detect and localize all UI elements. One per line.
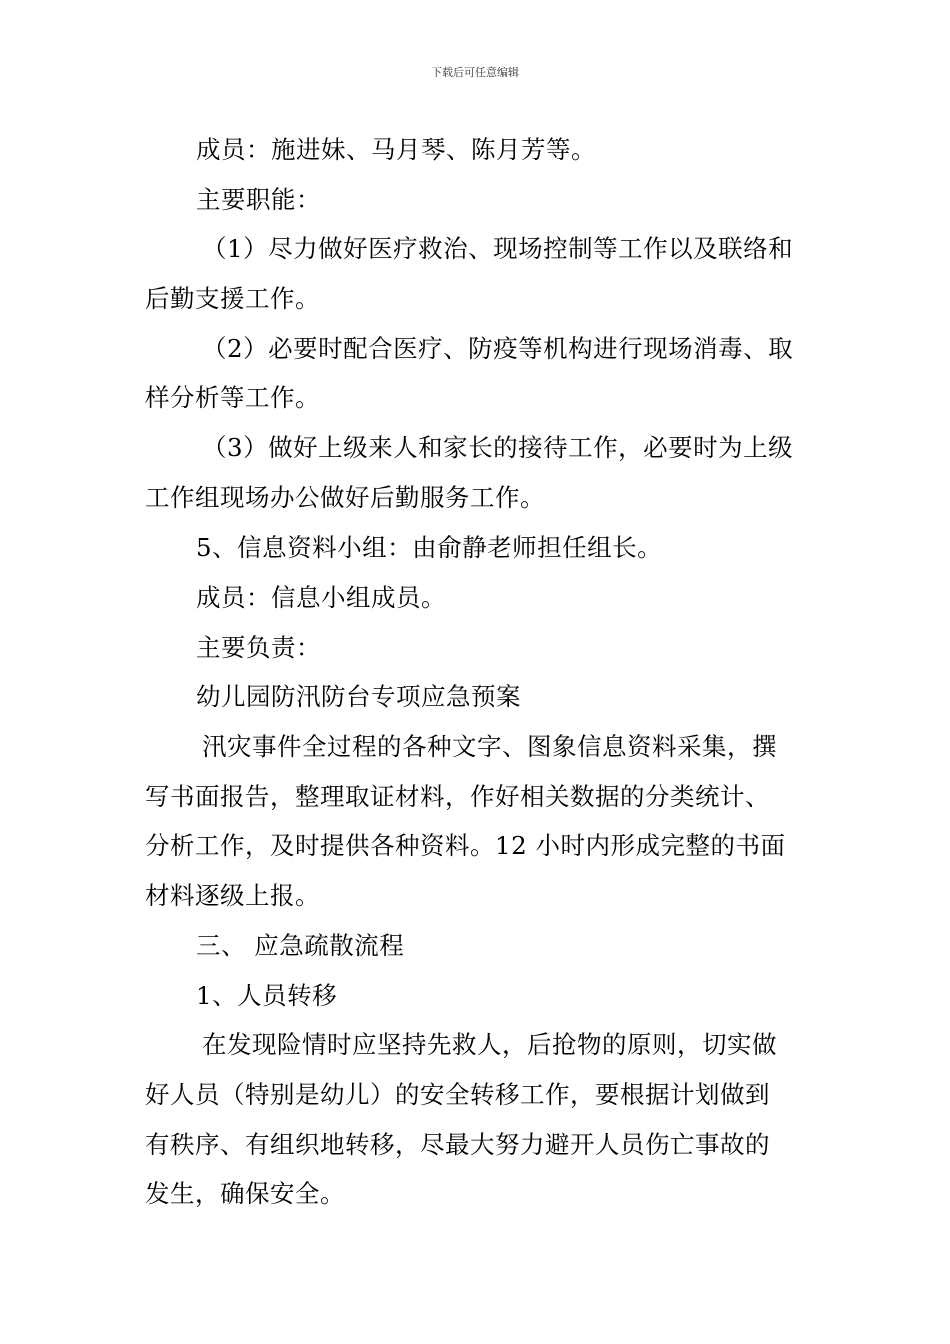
members-line: 成员：施进妹、马月琴、陈月芳等。 [196, 135, 596, 164]
function-item-2-line-1: （2）必要时配合医疗、防疫等机构进行现场消毒、取 [202, 334, 794, 363]
subsection-heading-transfer: 1、人员转移 [196, 981, 338, 1010]
function-item-1-line-2: 后勤支援工作。 [145, 284, 320, 313]
function-item-3-line-2: 工作组现场办公做好后勤服务工作。 [145, 483, 545, 512]
transfer-paragraph-line-1: 在发现险情时应坚持先救人，后抢物的原则，切实做 [202, 1030, 777, 1059]
function-item-3-line-1: （3）做好上级来人和家长的接待工作，必要时为上级 [202, 433, 794, 462]
transfer-paragraph-line-2: 好人员（特别是幼儿）的安全转移工作，要根据计划做到 [145, 1080, 770, 1109]
main-functions-label: 主要职能： [196, 185, 321, 214]
function-item-2-line-2: 样分析等工作。 [145, 383, 320, 412]
responsibility-line-1: 汛灾事件全过程的各种文字、图象信息资料采集，撰 [202, 732, 777, 761]
info-group-heading: 5、信息资料小组：由俞静老师担任组长。 [196, 533, 663, 562]
responsibility-line-4: 材料逐级上报。 [145, 881, 320, 910]
info-group-members: 成员：信息小组成员。 [196, 583, 446, 612]
function-item-1-line-1: （1）尽力做好医疗救治、现场控制等工作以及联络和 [202, 234, 794, 263]
section-heading-evacuation: 三、 应急疏散流程 [196, 931, 405, 960]
transfer-paragraph-line-3: 有秩序、有组织地转移，尽最大努力避开人员伤亡事故的 [145, 1130, 770, 1159]
responsibility-line-3: 分析工作，及时提供各种资料。12 小时内形成完整的书面 [145, 831, 786, 860]
responsibility-line-2: 写书面报告，整理取证材料，作好相关数据的分类统计、 [145, 782, 770, 811]
main-responsibility-label: 主要负责： [196, 633, 321, 662]
transfer-paragraph-line-4: 发生，确保安全。 [145, 1179, 345, 1208]
plan-title-line: 幼儿园防汛防台专项应急预案 [196, 682, 521, 711]
page-header: 下载后可任意编辑 [431, 66, 519, 79]
